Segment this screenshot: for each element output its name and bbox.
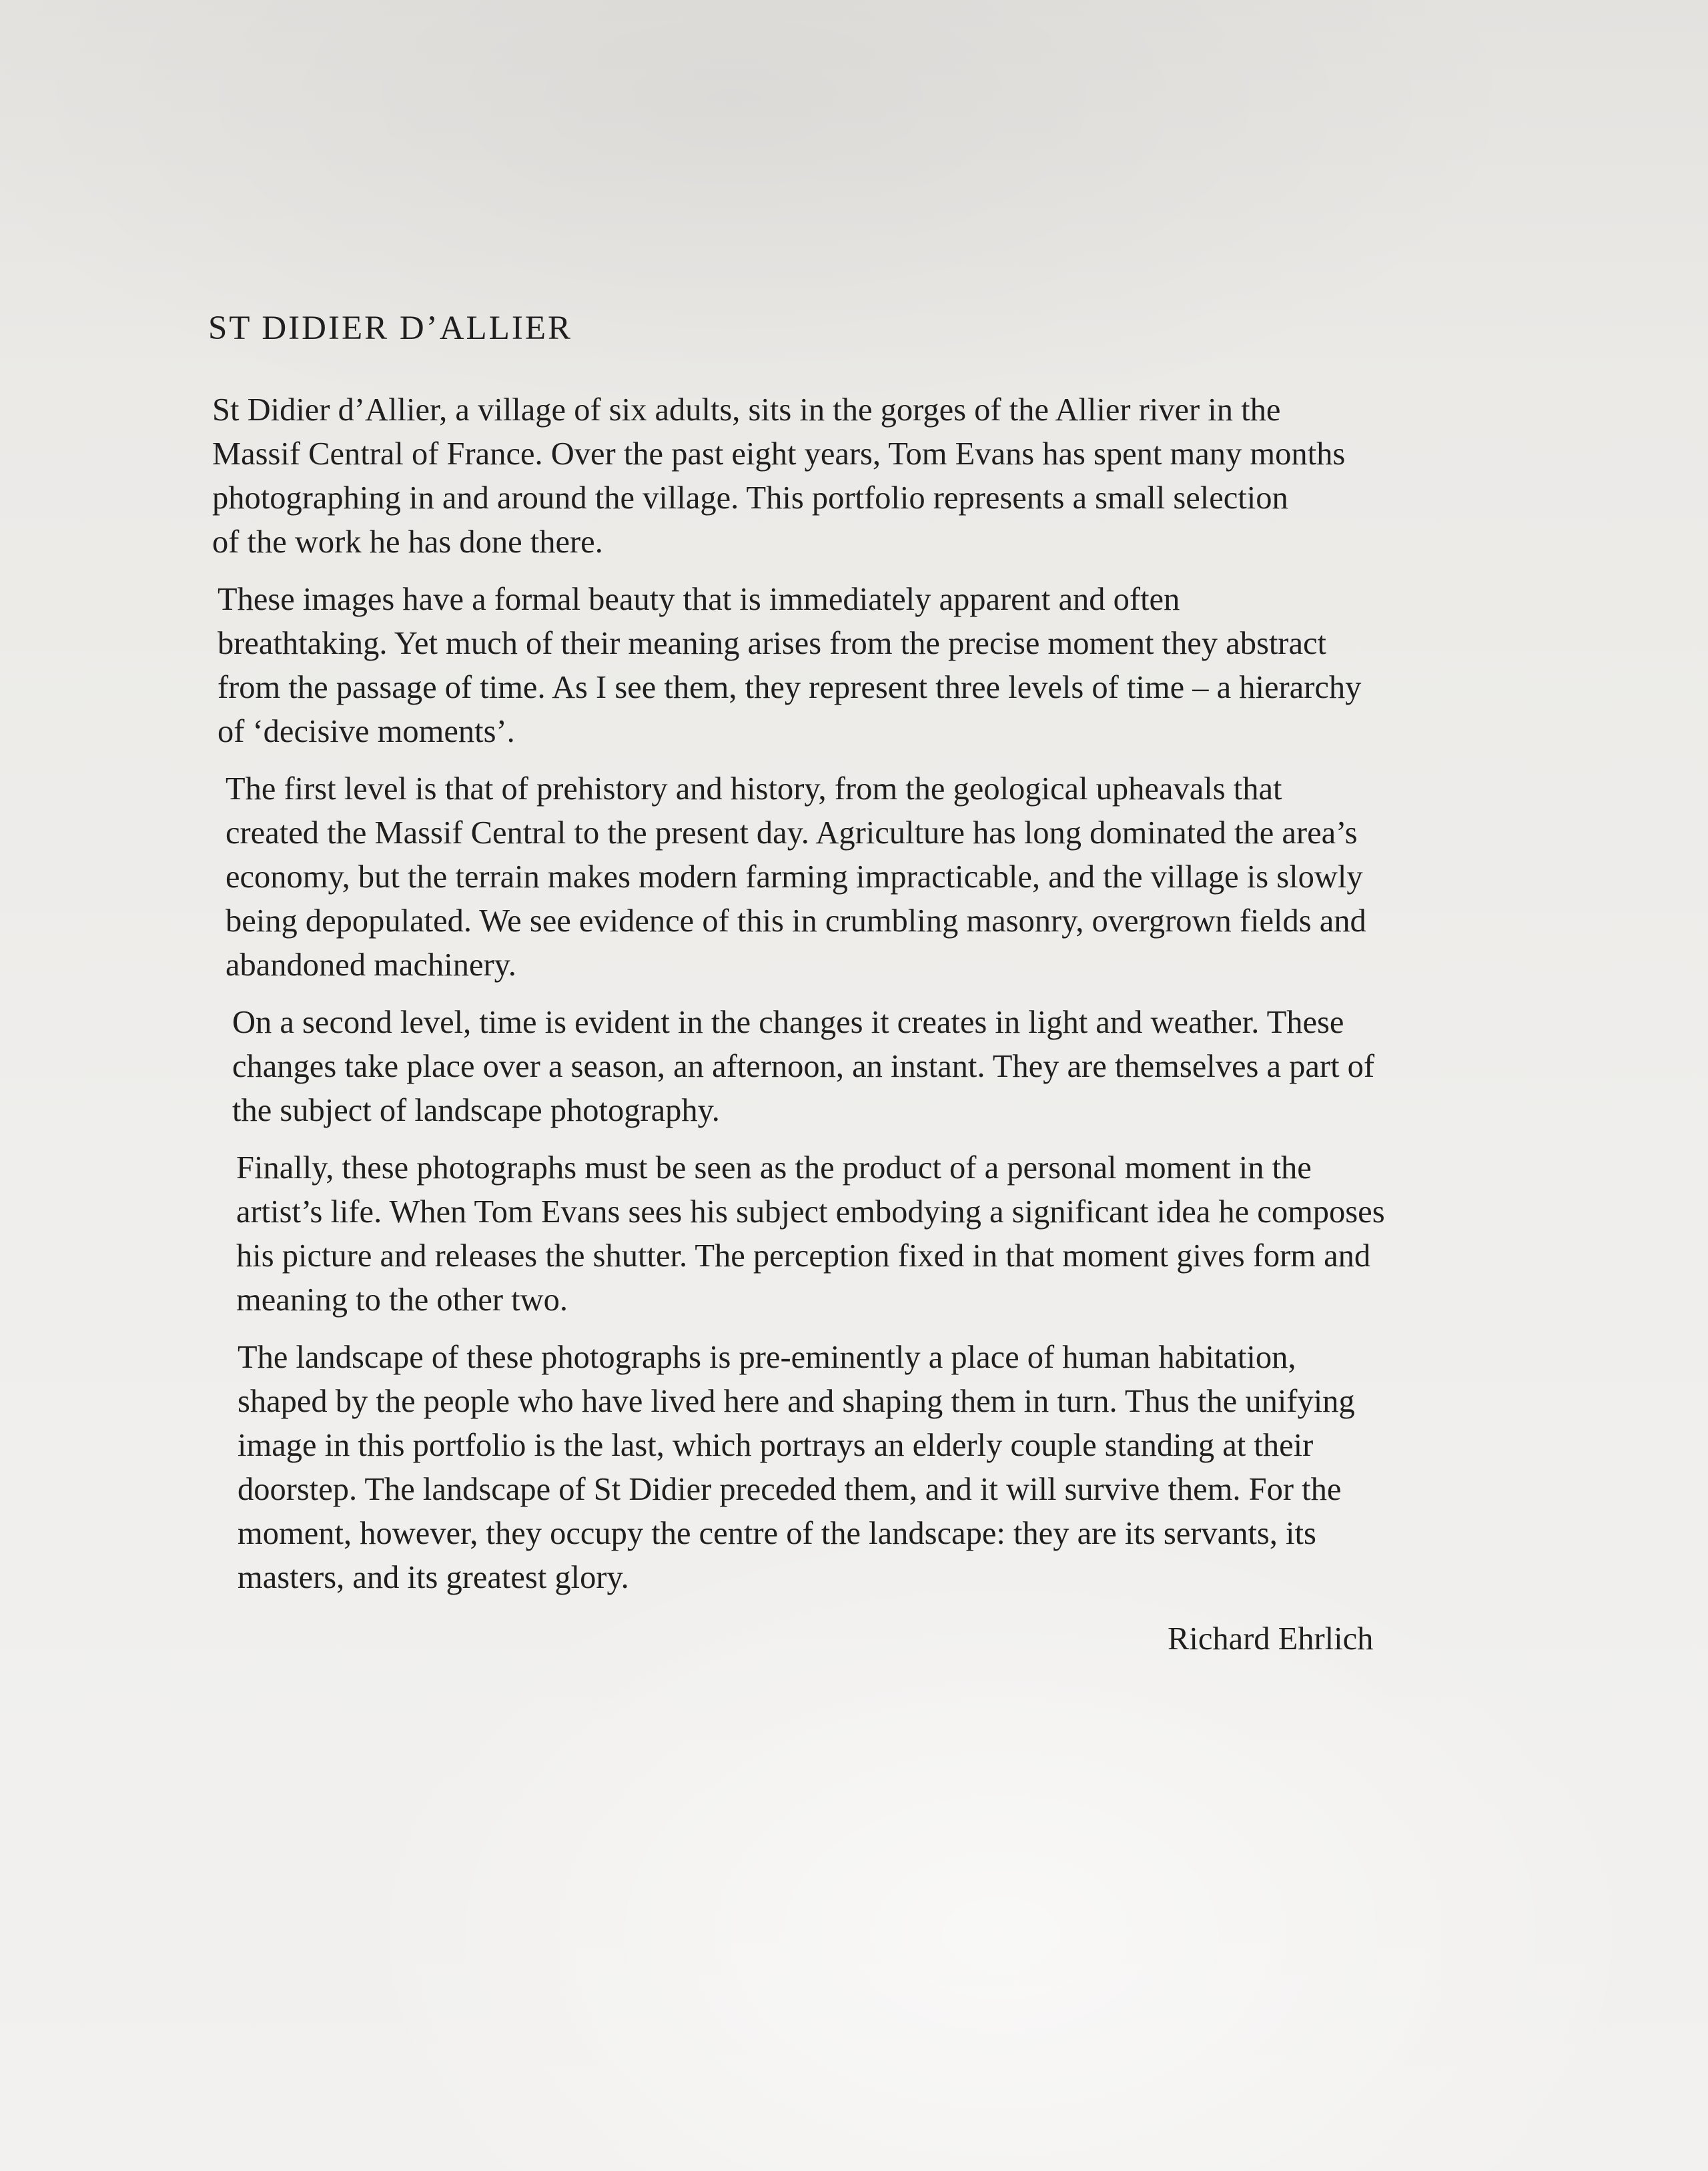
text-line: On a second level, time is evident in the changes it creates in light and weather. These — [232, 1005, 1344, 1040]
text-line: meaning to the other two. — [236, 1282, 568, 1318]
paragraph-5 — [236, 1146, 1520, 1322]
text-line: moment, however, they occupy the centre of the landscape: they are its servants, its — [238, 1516, 1316, 1551]
text-line: the subject of landscape photography. — [232, 1093, 720, 1128]
text-line: Massif Central of France. Over the past eight years, Tom Evans has spent many months — [212, 436, 1346, 472]
text-line: St Didier d’Allier, a village of six adults, sits in the gorges of the Allier river in the — [212, 392, 1281, 428]
paragraph-4 — [232, 1001, 1520, 1133]
text-line: created the Massif Central to the present day. Agriculture has long dominated the area’s — [226, 815, 1358, 851]
text-line: shaped by the people who have lived here and shaping them in turn. Thus the unifying — [238, 1384, 1355, 1419]
text-line: abandoned machinery. — [226, 947, 516, 983]
text-line: The landscape of these photographs is pre-eminently a place of human habitation, — [238, 1340, 1296, 1375]
author-signature: Richard Ehrlich — [1168, 1621, 1374, 1657]
text-line: changes take place over a season, an afternoon, an instant. They are themselves a part of — [232, 1049, 1375, 1084]
paragraph-1 — [212, 388, 1520, 564]
text-line: image in this portfolio is the last, which portrays an elderly couple standing at their — [238, 1428, 1314, 1463]
text-line: of the work he has done there. — [212, 524, 603, 560]
paragraph-2 — [218, 578, 1520, 754]
text-line: breathtaking. Yet much of their meaning arises from the precise moment they abstract — [218, 626, 1326, 661]
text-line: artist’s life. When Tom Evans sees his subject embodying a significant idea he composes — [236, 1194, 1385, 1230]
text-line: Finally, these photographs must be seen as the product of a personal moment in the — [236, 1150, 1312, 1186]
text-line: being depopulated. We see evidence of this in crumbling masonry, overgrown fields and — [226, 903, 1366, 939]
essay-body — [212, 388, 1520, 1613]
text-line: These images have a formal beauty that is immediately apparent and often — [218, 582, 1180, 617]
text-line: from the passage of time. As I see them, they represent three levels of time – a hierarchy — [218, 670, 1362, 705]
text-line: doorstep. The landscape of St Didier preceded them, and it will survive them. For the — [238, 1472, 1342, 1507]
text-line: economy, but the terrain makes modern farming impracticable, and the village is slowly — [226, 859, 1363, 895]
paragraph-6 — [238, 1336, 1520, 1600]
text-line: masters, and its greatest glory. — [238, 1560, 629, 1595]
document-title: ST DIDIER D’ALLIER — [208, 310, 572, 347]
paragraph-3 — [226, 767, 1520, 987]
text-line: his picture and releases the shutter. The perception fixed in that moment gives form and — [236, 1238, 1371, 1274]
text-line: The first level is that of prehistory and history, from the geological upheavals that — [226, 771, 1282, 807]
text-line: photographing in and around the village. This portfolio represents a small selection — [212, 480, 1288, 516]
text-line: of ‘decisive moments’. — [218, 714, 515, 749]
